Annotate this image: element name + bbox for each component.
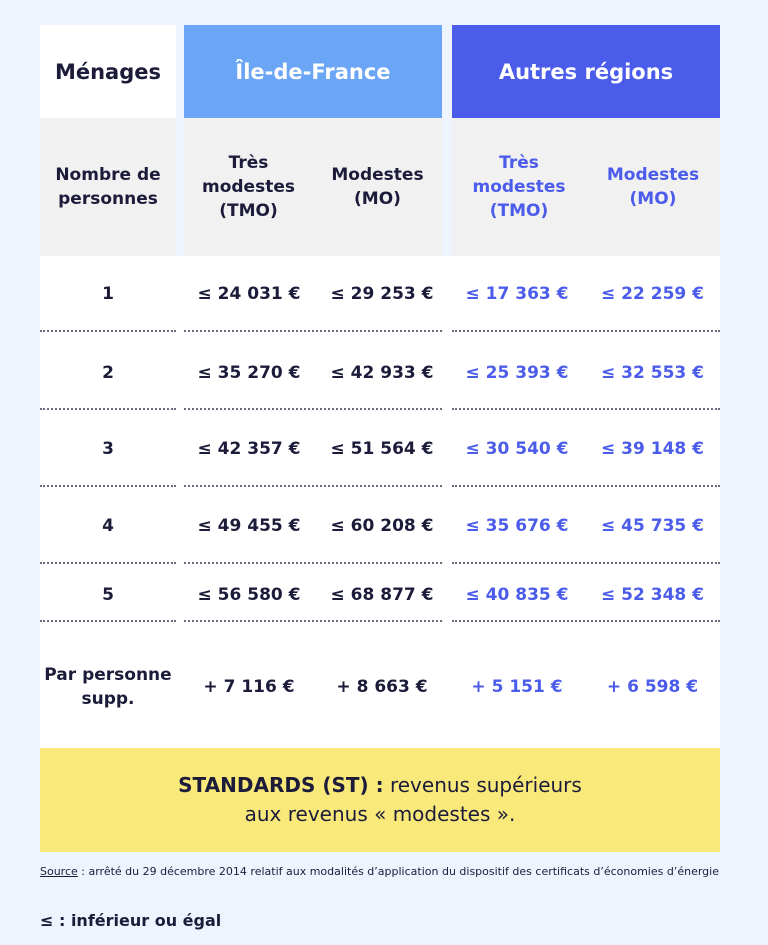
standards-line-1 [178, 771, 582, 800]
standards-text-2: aux revenus « modestes ». [244, 802, 516, 826]
row-label: 2 [102, 363, 114, 383]
cell-idf-tmo: ≤ 56 580 € [197, 585, 301, 605]
table-row [40, 626, 720, 748]
row-divider [452, 408, 720, 410]
source-text: : arrêté du 29 décembre 2014 relatif aux modalités d’application du dispositif des certificats d’économies d’énergie [77, 865, 719, 878]
cell-idf-tmo: ≤ 49 455 € [197, 516, 301, 536]
cell-idf-mo: ≤ 42 933 € [330, 363, 434, 383]
header-autres-regions: Autres régions [452, 25, 720, 118]
row-divider [40, 620, 176, 622]
table-row [40, 564, 720, 626]
subheader-idf-tmo [184, 118, 313, 256]
cell-autres-tmo: ≤ 30 540 € [465, 439, 569, 459]
cell-idf-mo: + 8 663 € [336, 677, 428, 697]
row-label: Par personne supp. [44, 665, 172, 709]
header-menages: Ménages [40, 25, 176, 118]
standards-band [40, 748, 720, 852]
cell-autres-mo: ≤ 32 553 € [601, 363, 704, 383]
cell-autres-tmo: ≤ 40 835 € [465, 585, 569, 605]
source-label: Source [40, 865, 78, 878]
header-ile-de-france: Île-de-France [184, 25, 442, 118]
row-label: 3 [102, 439, 114, 459]
subheader-idf-mo-label: Modestes (MO) [331, 165, 424, 209]
row-divider [184, 408, 442, 410]
subheader-autres-mo [586, 118, 720, 256]
row-divider [184, 620, 442, 622]
subheader-idf [184, 118, 442, 256]
cell-idf-mo: ≤ 29 253 € [330, 284, 434, 304]
standards-text [178, 771, 582, 829]
row-label: 1 [102, 284, 114, 304]
cell-idf-tmo: ≤ 24 031 € [197, 284, 301, 304]
row-divider [184, 485, 442, 487]
subheader-autres-tmo [452, 118, 586, 256]
row-label: 4 [102, 516, 114, 536]
cell-idf-mo: ≤ 68 877 € [330, 585, 434, 605]
subheader-nombre-label: Nombre de personnes [55, 165, 161, 209]
row-divider [452, 562, 720, 564]
cell-autres-mo: + 6 598 € [606, 677, 699, 697]
subheader-nombre-personnes [40, 118, 176, 256]
cell-idf-mo: ≤ 60 208 € [330, 516, 434, 536]
legend-note: ≤ : inférieur ou égal [40, 911, 222, 930]
row-divider [452, 620, 720, 622]
subheader-idf-tmo-label: Très modestes (TMO) [202, 153, 295, 221]
cell-autres-tmo: + 5 151 € [471, 677, 563, 697]
subheader-autres-mo-label: Modestes (MO) [606, 165, 700, 209]
row-divider [40, 485, 176, 487]
table-row [40, 488, 720, 564]
row-divider [40, 330, 176, 332]
table-row [40, 334, 720, 412]
cell-autres-mo: ≤ 45 735 € [601, 516, 704, 536]
cell-autres-tmo: ≤ 35 676 € [465, 516, 569, 536]
row-divider [452, 330, 720, 332]
cell-idf-tmo: ≤ 35 270 € [197, 363, 301, 383]
subheader-autres-tmo-label: Très modestes (TMO) [472, 153, 566, 221]
table-body [40, 256, 720, 748]
table-row [40, 412, 720, 486]
subheader-autres [452, 118, 720, 256]
cell-autres-mo: ≤ 22 259 € [601, 284, 704, 304]
row-divider [184, 562, 442, 564]
row-label: 5 [102, 585, 114, 605]
cell-autres-tmo: ≤ 17 363 € [465, 284, 569, 304]
subheader-idf-mo [313, 118, 442, 256]
row-divider [40, 562, 176, 564]
cell-autres-tmo: ≤ 25 393 € [465, 363, 569, 383]
row-divider [452, 485, 720, 487]
standards-text-1: revenus supérieurs [389, 773, 582, 797]
cell-autres-mo: ≤ 52 348 € [601, 585, 704, 605]
standards-label: STANDARDS (ST) : [178, 773, 384, 797]
source-note [40, 865, 720, 879]
cell-idf-mo: ≤ 51 564 € [330, 439, 434, 459]
table-row [40, 256, 720, 332]
row-divider [184, 330, 442, 332]
cell-idf-tmo: ≤ 42 357 € [197, 439, 301, 459]
row-divider [40, 408, 176, 410]
cell-idf-tmo: + 7 116 € [203, 677, 295, 697]
cell-autres-mo: ≤ 39 148 € [601, 439, 704, 459]
